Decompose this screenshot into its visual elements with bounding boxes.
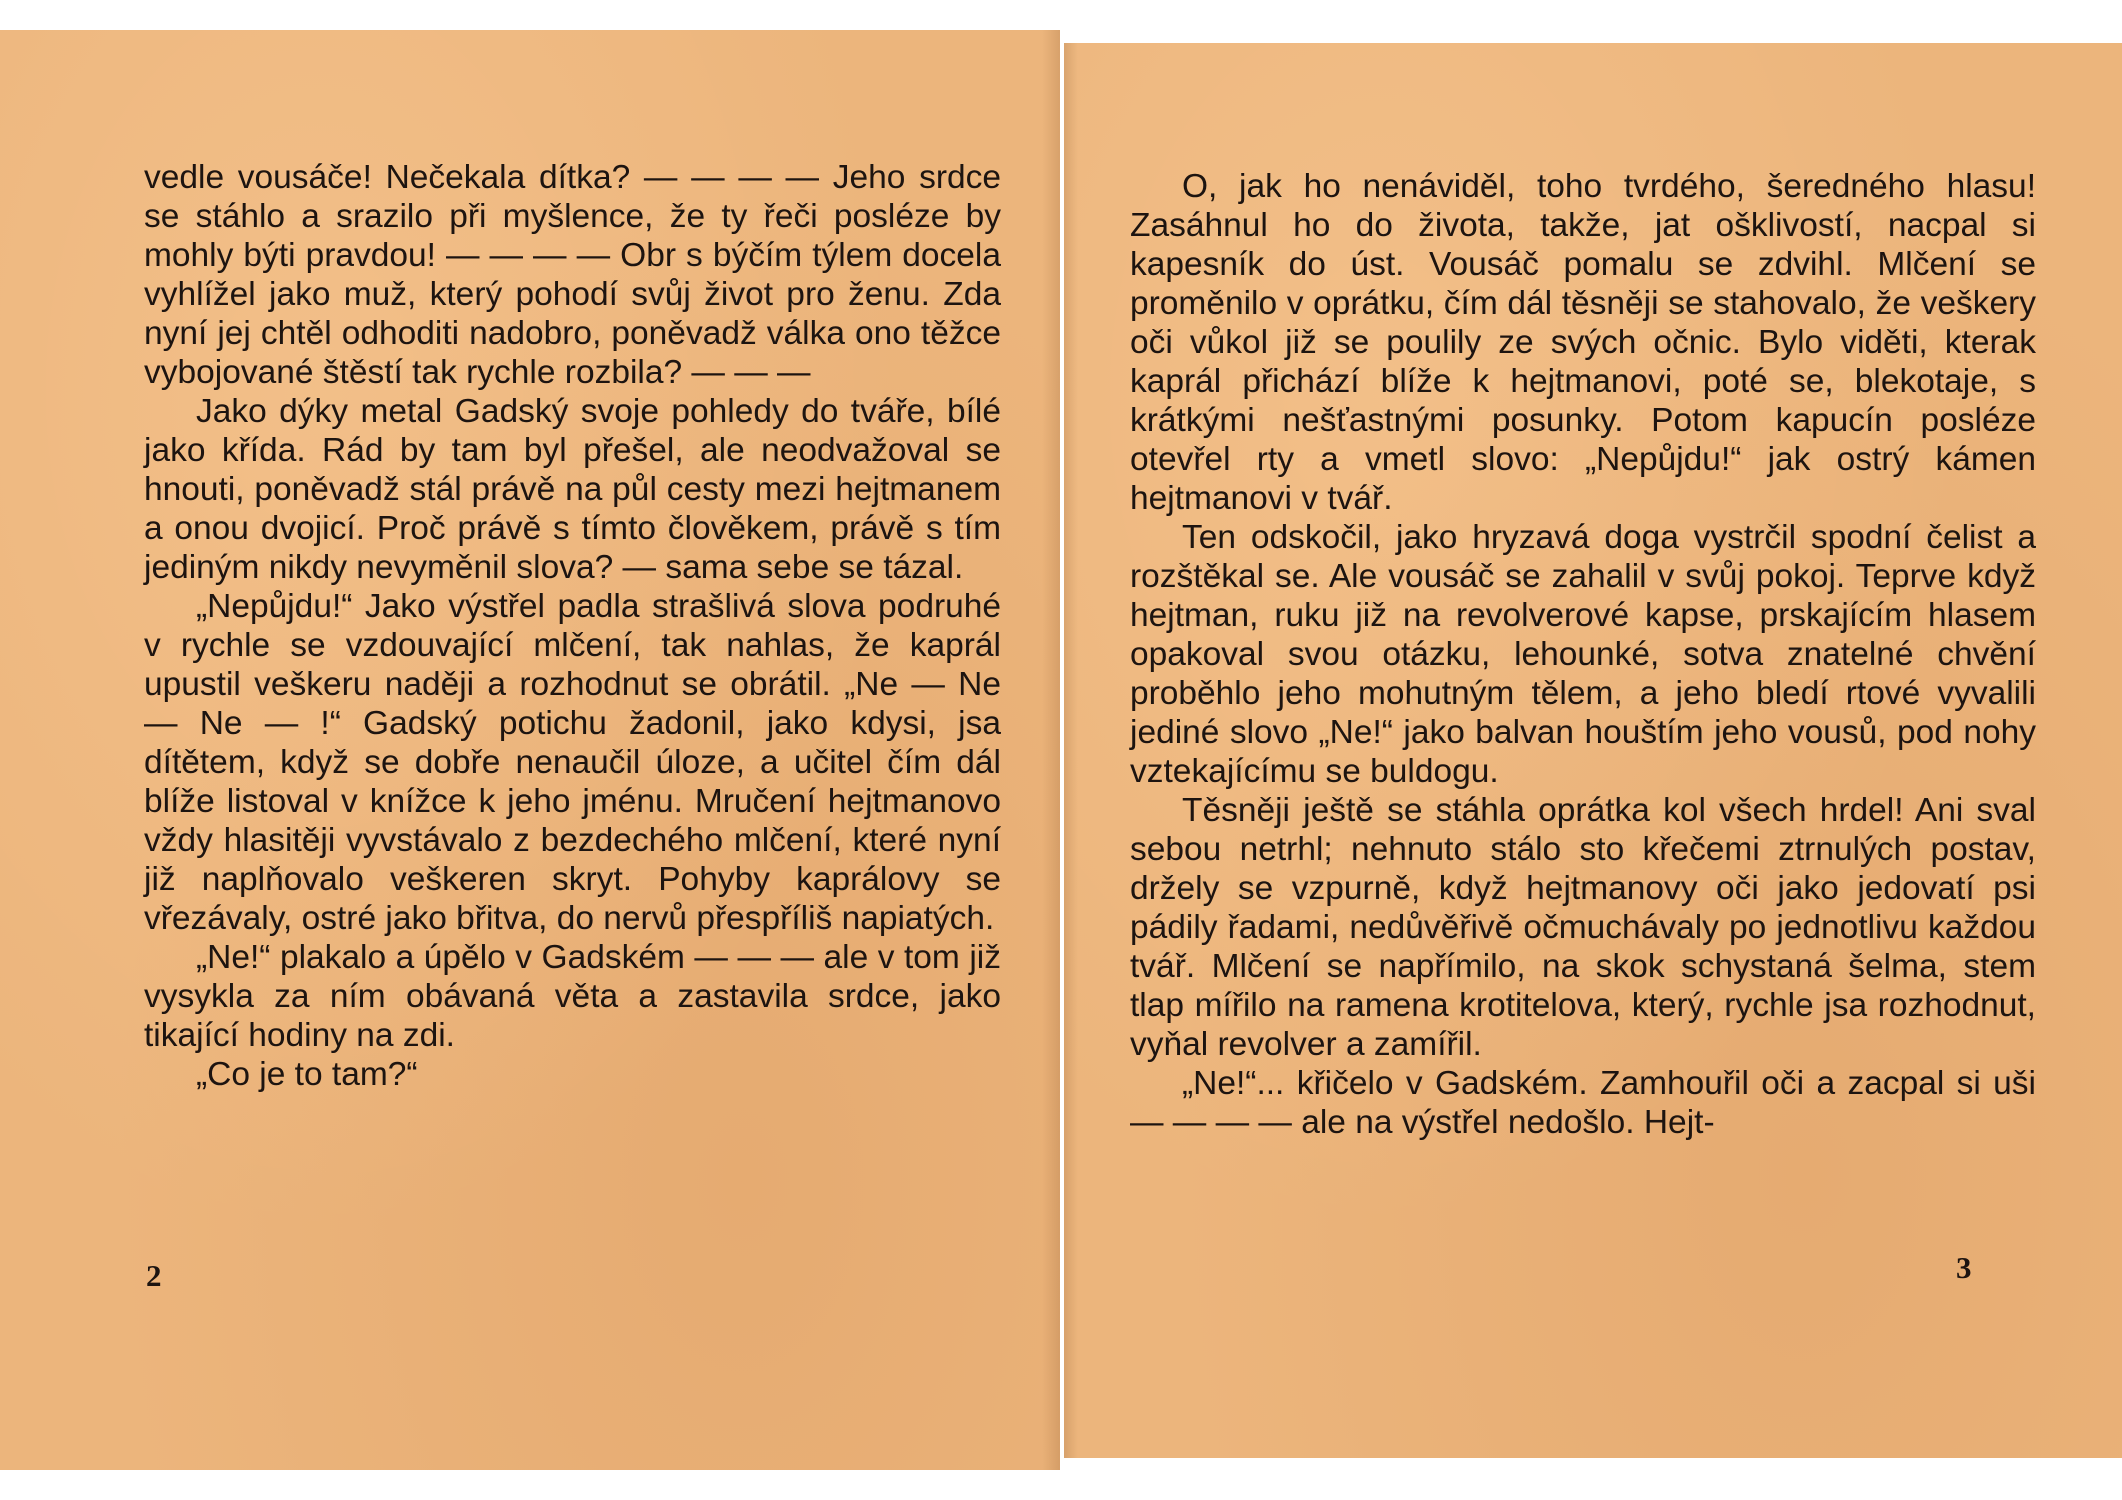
paragraph: „Ne!“... křičelo v Gadském. Zamhouřil oči a zacpal si uši — — — — ale na výstřel nedošlo. Hejt- (1130, 1065, 2036, 1141)
right-page (1064, 43, 2122, 1458)
paragraph: O, jak ho nenáviděl, toho tvrdého, šeredného hlasu! Zasáhnul ho do života, takže, jat ošklivostí, nacpal si kapesník do úst. Vousáč pomalu se zdvihl. Mlčení se proměnilo v oprátku, čím dál těsněji se stahovalo, že veškery oči vůkol již se poulily ze svých očnic. Bylo viděti, kterak kaprál přichází blíže k hejtmanovi, poté se, blekotaje, s krátkými nešťastnými posunky. Potom kapucín posléze otevřel rty a vmetl slovo: „Nepůjdu!“ jak ostrý kámen hejtmanovi v tvář. (1130, 168, 2036, 517)
page-number: 3 (1956, 1250, 1972, 1285)
right-page-text (1130, 167, 2036, 1142)
gutter-shadow (1042, 30, 1060, 1470)
paragraph: vedle vousáče! Nečekala dítka? — — — — Jeho srdce se stáhlo a srazilo při myšlence, že ty řeči posléze by mohly býti pravdou! — — — — Obr s býčím týlem docela vyhlížel jako muž, který pohodí svůj život pro ženu. Zda nyní jej chtěl odhoditi nadobro, poněvadž válka ono těžce vybojované štěstí tak rychle rozbila? — — — (144, 159, 1001, 391)
page-number: 2 (146, 1258, 162, 1293)
paragraph: „Ne!“ plakalo a úpělo v Gadském — — — ale v tom již vysykla za ním obávaná věta a zastavila srdce, jako tikající hodiny na zdi. (144, 939, 1001, 1054)
left-page-text (144, 158, 1001, 1094)
left-page (0, 30, 1060, 1470)
paragraph: Těsněji ještě se stáhla oprátka kol všech hrdel! Ani sval sebou netrhl; nehnuto stálo sto křečemi ztrnulých postav, držely se vzpurně, když hejtmanovy oči jako jedovatí psi pádily řadami, nedůvěřivě očmuchávaly po jednotlivu každou tvář. Mlčení se napřímilo, na skok schystaná šelma, stem tlap mířilo na ramena krotitelova, který, rychle jsa rozhodnut, vyňal revolver a zamířil. (1130, 792, 2036, 1063)
gutter-shadow (1064, 43, 1078, 1458)
paragraph: Jako dýky metal Gadský svoje pohledy do tváře, bílé jako křída. Rád by tam byl přešel, ale neodvažoval se hnouti, poněvadž stál právě na půl cesty mezi hejtmanem a onou dvojicí. Proč právě s tímto člověkem, právě s tím jediným nikdy nevyměnil slova? — sama sebe se tázal. (144, 393, 1001, 586)
paragraph: „Co je to tam?“ (196, 1056, 418, 1093)
paragraph: „Nepůjdu!“ Jako výstřel padla strašlivá slova podruhé v rychle se vzdouvající mlčení, tak nahlas, že kaprál upustil veškeru naději a rozhodnut se obrátil. „Ne — Ne — Ne — !“ Gadský potichu žadonil, jako kdysi, jsa dítětem, když se dobře nenaučil úloze, a učitel čím dál blíže listoval v knížce k jeho jménu. Mručení hejtmanovo vždy hlasitěji vyvstávalo z bezdechého mlčení, které nyní již naplňovalo veškeren skryt. Pohyby kaprálovy se vřezávaly, ostré jako břitva, do nervů přespříliš napiatých. (144, 588, 1001, 937)
paragraph: Ten odskočil, jako hryzavá doga vystrčil spodní čelist a rozštěkal se. Ale vousáč se zahalil v svůj pokoj. Teprve když hejtman, ruku již na revolverové kapse, prskajícím hlasem opakoval svou otázku, lehounké, sotva znatelné chvění proběhlo jeho mohutným tělem, a jeho bledí rtové vyvalili jediné slovo „Ne!“ jako balvan houštím jeho vousů, pod nohy vztekajícímu se buldogu. (1130, 519, 2036, 790)
